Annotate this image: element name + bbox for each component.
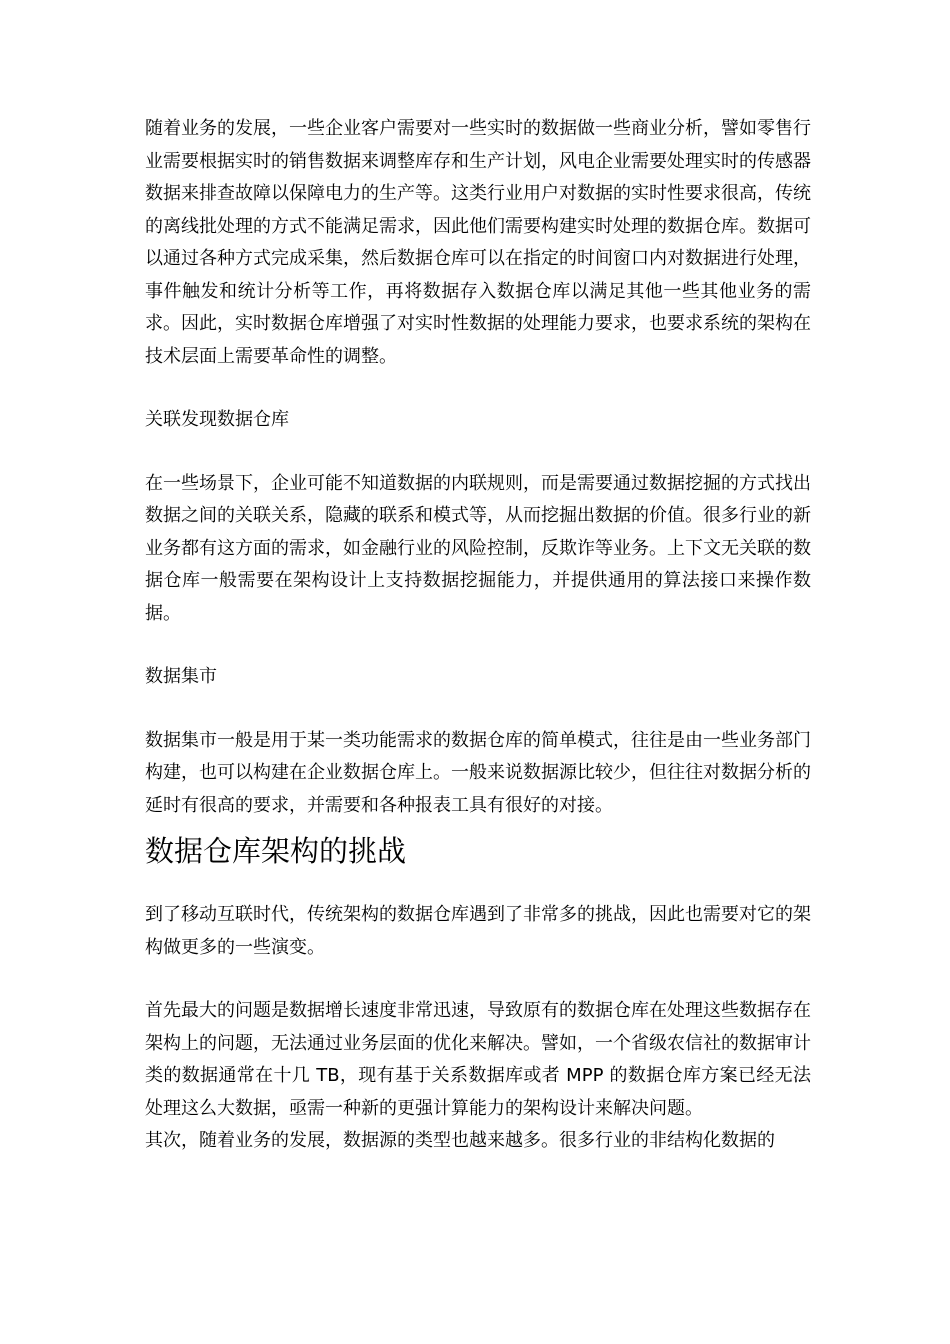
paragraph-data-mart: 数据集市一般是用于某一类功能需求的数据仓库的简单模式，往往是由一些业务部门构建，也可以构建在企业数据仓库上。一般来说数据源比较少，但往往对数据分析的延时有很高的要求，并需要和各种报表工具有很好的对接。 (145, 729, 811, 816)
paragraph-mobile-internet-era: 到了移动互联时代，传统架构的数据仓库遇到了非常多的挑战，因此也需要对它的架构做更多的一些演变。 (145, 904, 811, 958)
paragraph-realtime-warehouse: 随着业务的发展，一些企业客户需要对一些实时的数据做一些商业分析，譬如零售行业需要根据实时的销售数据来调整库存和生产计划，风电企业需要处理实时的传感器数据来排查故障以保障电力的生产等。这类行业用户对数据的实时性要求很高，传统的离线批处理的方式不能满足需求，因此他们需要构建实时处理的数据仓库。数据可以通过各种方式完成采集，然后数据仓库可以在指定的时间窗口内对数据进行处理，事件触发和统计分析等工作，再将数据存入数据仓库以满足其他一些其他业务的需求。因此，实时数据仓库增强了对实时性数据的处理能力要求，也要求系统的架构在技术层面上需要革命性的调整。 (145, 118, 811, 367)
paragraph-association-warehouse: 在一些场景下，企业可能不知道数据的内联规则，而是需要通过数据挖掘的方式找出数据之间的关联关系，隐藏的联系和模式等，从而挖掘出数据的价值。很多行业的新业务都有这方面的需求，如金融行业的风险控制，反欺诈等业务。上下文无关联的数据仓库一般需要在架构设计上支持数据挖掘能力，并提供通用的算法接口来操作数据。 (145, 472, 811, 624)
paragraph-data-growth: 首先最大的问题是数据增长速度非常迅速，导致原有的数据仓库在处理这些数据存在架构上的问题，无法通过业务层面的优化来解决。譬如，一个省级农信社的数据审计类的数据通常在十几 TB，现有基于关系数据库或者 MPP 的数据仓库方案已经无法处理这么大数据，亟需一种新的更强计算能力的架构设计来解决问题。 (145, 1000, 811, 1119)
document-body (145, 113, 811, 1158)
section-heading-challenges: 数据仓库架构的挑战 (145, 834, 407, 868)
subheading-data-mart: 数据集市 (145, 666, 217, 687)
subheading-association-warehouse: 关联发现数据仓库 (145, 409, 289, 430)
paragraph-data-source-types: 其次，随着业务的发展，数据源的类型也越来越多。很多行业的非结构化数据的 (145, 1130, 775, 1151)
